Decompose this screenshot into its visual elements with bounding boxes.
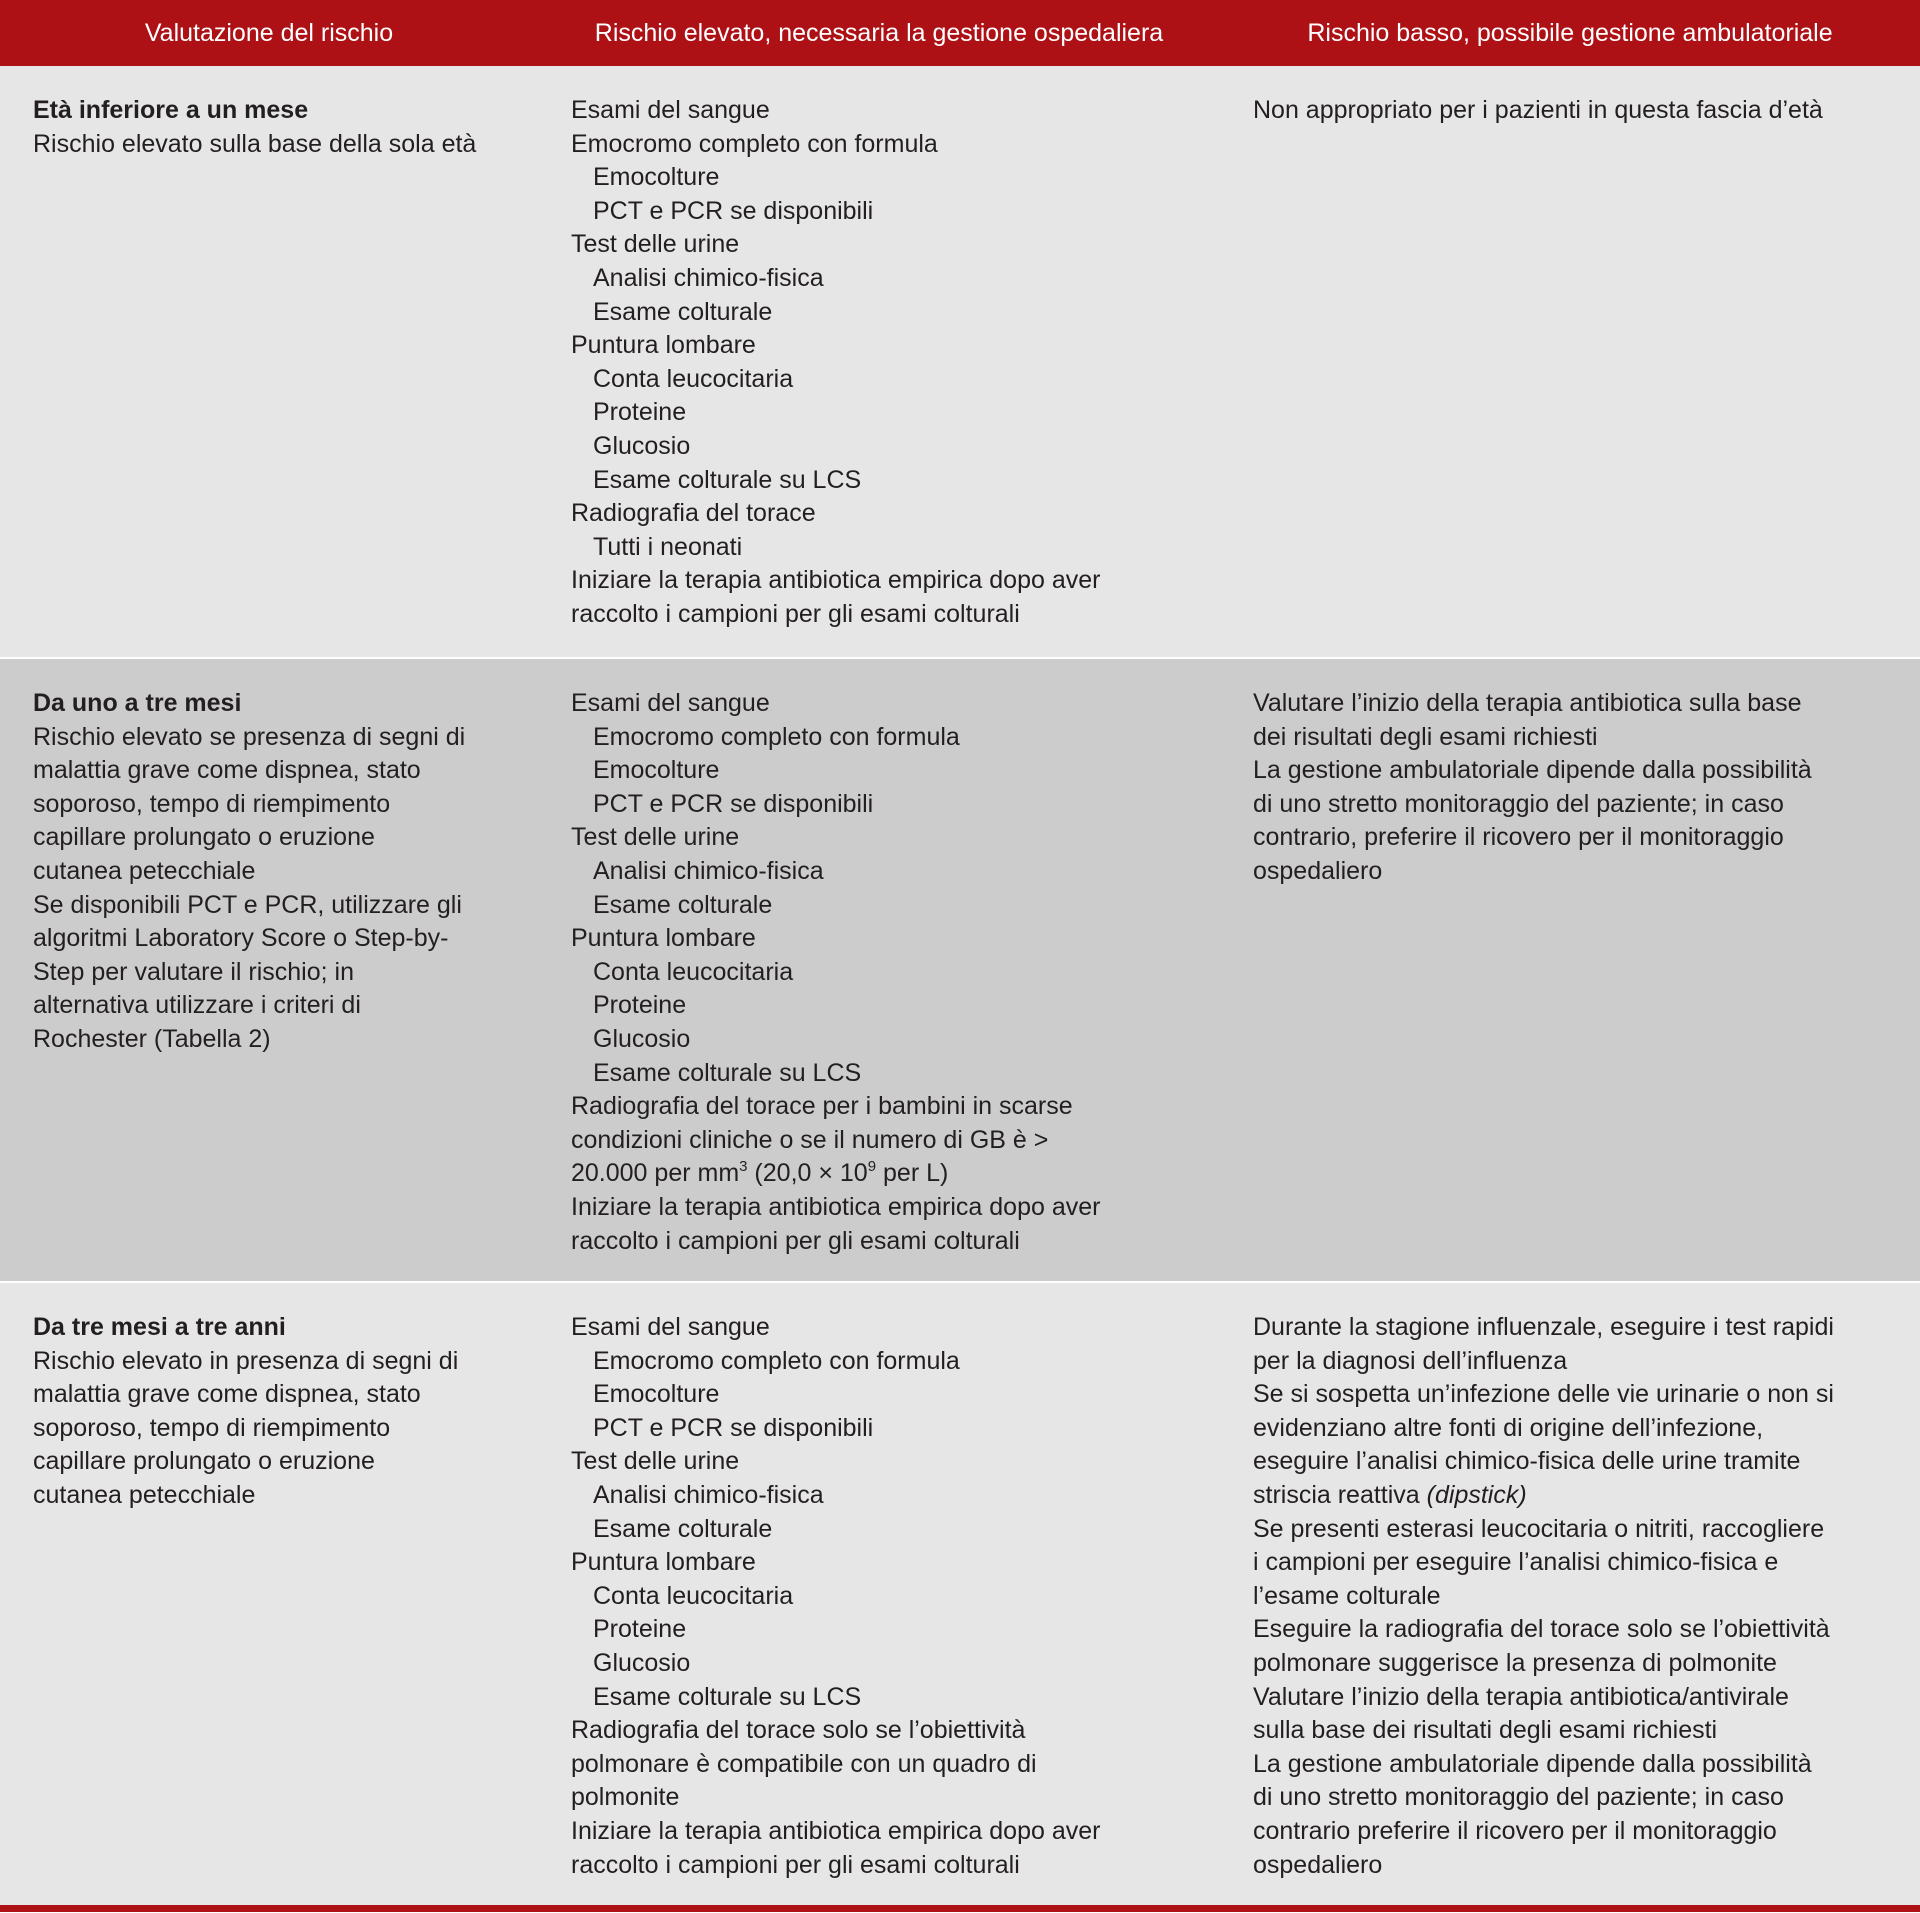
low-risk-text: La gestione ambulatoriale dipende dalla possibilità	[1253, 1749, 1812, 1778]
table-row	[0, 659, 1920, 1281]
list-item: Esame colturale su LCS	[593, 465, 862, 494]
risk-text: capillare prolungato o eruzione	[33, 1447, 375, 1476]
list-item: Proteine	[593, 398, 687, 427]
list-item: Radiografia del torace solo se l’obiettività	[571, 1716, 1026, 1745]
list-item: Conta leucocitaria	[593, 1581, 794, 1610]
risk-text: cutanea petecchiale	[33, 856, 256, 885]
low-risk-cell	[1220, 1283, 1920, 1905]
low-risk-text: Durante la stagione influenzale, eseguire i test rapidi	[1253, 1313, 1834, 1341]
list-item: Puntura lombare	[571, 924, 756, 953]
list-item: Radiografia del torace per i bambini in scarse	[571, 1092, 1073, 1121]
list-item: Iniziare la terapia antibiotica empirica dopo aver	[571, 1816, 1101, 1845]
list-item: Proteine	[593, 1615, 687, 1644]
table-row	[0, 1283, 1920, 1905]
wbc-text: 20.000 per mm	[571, 1159, 740, 1188]
wbc-text: (20,0 × 10	[747, 1159, 868, 1188]
risk-text: capillare prolungato o eruzione	[33, 823, 375, 852]
risk-text: soporoso, tempo di riempimento	[33, 1413, 391, 1442]
list-item: polmonare è compatibile con un quadro di	[571, 1749, 1037, 1778]
row-title: Età inferiore a un mese	[33, 96, 309, 124]
list-item: Conta leucocitaria	[593, 364, 794, 393]
list-item: Esame colturale	[593, 1514, 773, 1543]
list-item: Emocolture	[593, 163, 720, 192]
list-item: Analisi chimico-fisica	[593, 263, 824, 292]
list-item: Esami del sangue	[571, 96, 770, 124]
low-risk-text: i campioni per eseguire l’analisi chimico-fisica e	[1253, 1548, 1779, 1577]
row-title: Da tre mesi a tre anni	[33, 1313, 286, 1341]
risk-cell	[0, 659, 538, 1281]
list-item: Iniziare la terapia antibiotica empirica dopo aver	[571, 1192, 1101, 1221]
table-bottom-rule	[0, 1905, 1920, 1912]
superscript: 9	[867, 1158, 877, 1176]
risk-text: soporoso, tempo di riempimento	[33, 789, 391, 818]
list-item: Emocolture	[593, 756, 720, 785]
low-risk-text: per la diagnosi dell’influenza	[1253, 1346, 1568, 1375]
low-risk-text: contrario, preferire il ricovero per il monitoraggio	[1253, 823, 1784, 852]
low-risk-text: contrario preferire il ricovero per il monitoraggio	[1253, 1816, 1777, 1845]
risk-text: Rischio elevato in presenza di segni di	[33, 1346, 459, 1375]
high-risk-cell	[538, 66, 1220, 657]
wbc-text: per L)	[876, 1159, 949, 1188]
risk-text: malattia grave come dispnea, stato	[33, 1380, 421, 1409]
risk-cell	[0, 1283, 538, 1905]
low-risk-text: di uno stretto monitoraggio del paziente; in caso	[1253, 1783, 1784, 1812]
risk-text: Se disponibili PCT e PCR, utilizzare gli	[33, 890, 462, 919]
low-risk-text: ospedaliero	[1253, 856, 1383, 885]
dipstick-italic: (dipstick)	[1426, 1480, 1527, 1509]
list-item: Iniziare la terapia antibiotica empirica dopo aver	[571, 566, 1101, 595]
list-item: Emocromo completo con formula	[593, 722, 960, 751]
list-item: Conta leucocitaria	[593, 957, 794, 986]
list-item: Esami del sangue	[571, 1313, 770, 1341]
list-item: raccolto i campioni per gli esami colturali	[571, 1850, 1020, 1879]
list-item: Radiografia del torace	[571, 499, 816, 528]
low-risk-text: polmonare suggerisce la presenza di polmonite	[1253, 1648, 1777, 1677]
risk-text: Rochester (Tabella 2)	[33, 1024, 271, 1053]
table-row	[0, 66, 1920, 657]
list-item	[571, 1157, 1208, 1191]
list-item: Tutti i neonati	[593, 532, 743, 561]
list-item: raccolto i campioni per gli esami colturali	[571, 599, 1020, 628]
low-risk-text: dei risultati degli esami richiesti	[1253, 722, 1598, 751]
risk-text: alternativa utilizzare i criteri di	[33, 991, 361, 1020]
row-title: Da uno a tre mesi	[33, 689, 242, 717]
list-item: Glucosio	[593, 1024, 691, 1053]
list-item: Esami del sangue	[571, 689, 770, 717]
low-risk-text: sulla base dei risultati degli esami richiesti	[1253, 1716, 1718, 1745]
list-item: Analisi chimico-fisica	[593, 856, 824, 885]
list-item: Analisi chimico-fisica	[593, 1480, 824, 1509]
low-risk-text-part: striscia reattiva	[1253, 1480, 1427, 1509]
high-risk-cell	[538, 1283, 1220, 1905]
list-item: Emocromo completo con formula	[593, 1346, 960, 1375]
low-risk-text: Se si sospetta un’infezione delle vie urinarie o non si	[1253, 1380, 1834, 1409]
header-risk-assessment: Valutazione del rischio	[144, 18, 394, 47]
list-item: Puntura lombare	[571, 1548, 756, 1577]
risk-text: Rischio elevato sulla base della sola età	[33, 129, 477, 158]
list-item: Test delle urine	[571, 230, 740, 259]
list-item: Glucosio	[593, 1648, 691, 1677]
low-risk-text: Eseguire la radiografia del torace solo se l’obiettività	[1253, 1615, 1830, 1644]
high-risk-cell	[538, 659, 1220, 1281]
low-risk-text: Non appropriato per i pazienti in questa fascia d’età	[1253, 96, 1823, 124]
low-risk-text: ospedaliero	[1253, 1850, 1383, 1879]
low-risk-text: evidenziano altre fonti di origine dell’infezione,	[1253, 1413, 1764, 1442]
superscript: 3	[739, 1158, 748, 1176]
risk-text: cutanea petecchiale	[33, 1480, 256, 1509]
low-risk-text	[1253, 1479, 1906, 1513]
low-risk-cell	[1220, 66, 1920, 657]
list-item: Test delle urine	[571, 1447, 740, 1476]
risk-cell	[0, 66, 538, 657]
low-risk-text: di uno stretto monitoraggio del paziente; in caso	[1253, 789, 1784, 818]
list-item: PCT e PCR se disponibili	[593, 196, 874, 225]
list-item: PCT e PCR se disponibili	[593, 1413, 874, 1442]
list-item: Esame colturale su LCS	[593, 1682, 862, 1711]
list-item: polmonite	[571, 1783, 680, 1812]
header-high-risk: Rischio elevato, necessaria la gestione ospedaliera	[594, 18, 1164, 47]
list-item: Esame colturale	[593, 297, 773, 326]
list-item: PCT e PCR se disponibili	[593, 789, 874, 818]
list-item: condizioni cliniche o se il numero di GB è >	[571, 1125, 1049, 1154]
low-risk-cell	[1220, 659, 1920, 1281]
table-header	[0, 0, 1920, 66]
low-risk-text: Valutare l’inizio della terapia antibiotica sulla base	[1253, 689, 1802, 717]
low-risk-text: l’esame colturale	[1253, 1581, 1441, 1610]
list-item: raccolto i campioni per gli esami colturali	[571, 1226, 1020, 1255]
list-item: Esame colturale	[593, 890, 773, 919]
header-low-risk: Rischio basso, possibile gestione ambulatoriale	[1307, 18, 1833, 47]
low-risk-text: La gestione ambulatoriale dipende dalla possibilità	[1253, 756, 1812, 785]
list-item: Puntura lombare	[571, 331, 756, 360]
risk-text: Step per valutare il rischio; in	[33, 957, 354, 986]
risk-text: Rischio elevato se presenza di segni di	[33, 722, 466, 751]
low-risk-text: Valutare l’inizio della terapia antibiotica/antivirale	[1253, 1682, 1789, 1711]
list-item: Proteine	[593, 991, 687, 1020]
list-item: Emocromo completo con formula	[571, 129, 938, 158]
low-risk-text: eseguire l’analisi chimico-fisica delle urine tramite	[1253, 1447, 1801, 1476]
risk-text: malattia grave come dispnea, stato	[33, 756, 421, 785]
risk-text: algoritmi Laboratory Score o Step-by-	[33, 924, 449, 953]
list-item: Glucosio	[593, 431, 691, 460]
list-item: Esame colturale su LCS	[593, 1058, 862, 1087]
list-item: Test delle urine	[571, 823, 740, 852]
low-risk-text: Se presenti esterasi leucocitaria o nitriti, raccogliere	[1253, 1514, 1825, 1543]
list-item: Emocolture	[593, 1380, 720, 1409]
